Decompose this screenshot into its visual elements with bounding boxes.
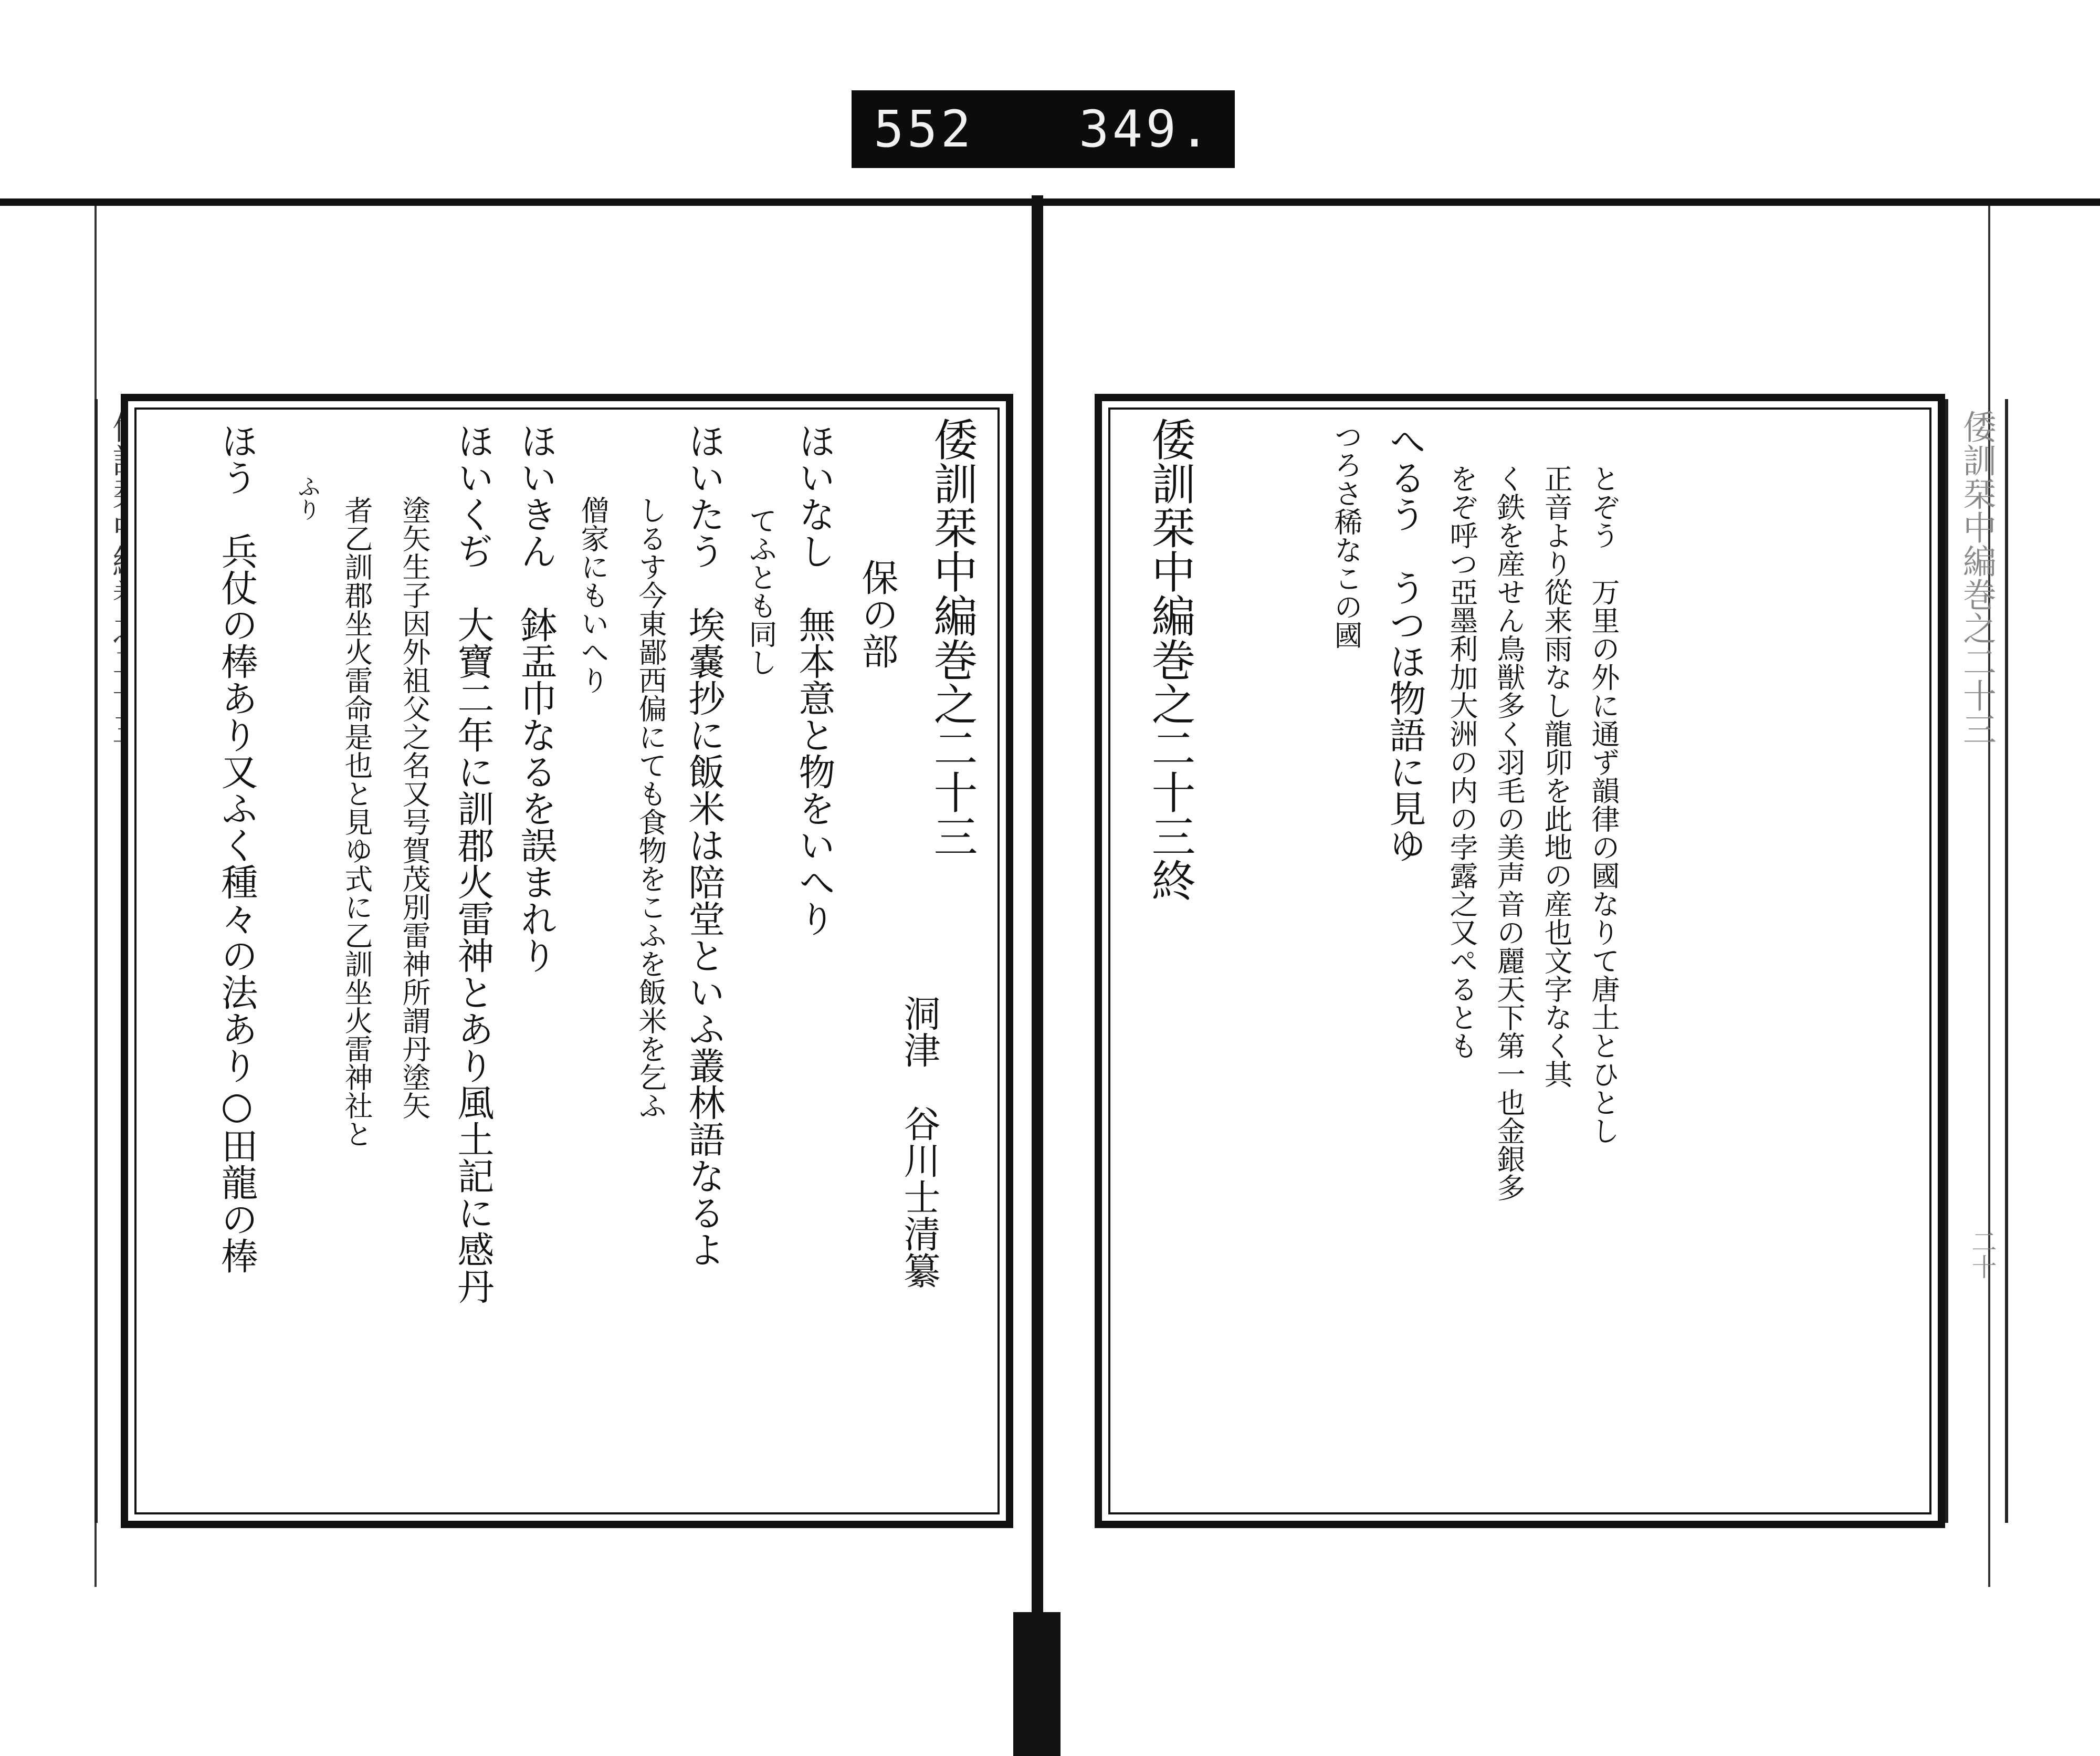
section-heading: 保の部 [856, 559, 899, 669]
entry-line: とぞう 万里の外に通ず韻律の國なりて唐土とひとし [1587, 464, 1620, 1145]
entry-line: ふり [293, 475, 320, 521]
entry-line: 正音より從来雨なし龍卯を此地の産也文字なく其 [1540, 464, 1573, 1088]
entry-line: 僧家にもいへり [576, 496, 610, 694]
book-spine-base [1013, 1612, 1060, 1756]
top-rule [0, 198, 2100, 206]
entry-line: しるす今東鄙西偏にても食物をこふを飯米を乞ふ [634, 496, 667, 1120]
right-sidebar-folio: 二十 [1967, 1229, 1997, 1279]
archive-label-left: 552 [874, 100, 974, 159]
entry-hoikuji: ほいくぢ 大寶二年に訓郡火雷神とあり風土記に感丹 [452, 422, 495, 1304]
entry-line: 塗矢生子因外祖父之名又号賀茂別雷神所謂丹塗矢 [398, 496, 431, 1120]
entry-line: 者乙訓郡坐火雷命是也と見ゆ式に乙訓坐火雷神社と [340, 496, 373, 1148]
right-sidebar-title: 倭訓栞中編巻之二十三 [1957, 410, 1996, 746]
entry-line: つろさ稀なこの國 [1330, 422, 1363, 649]
archive-label-right: 349. [1078, 100, 1213, 159]
author-line: 洞津 谷川士清纂 [898, 995, 941, 1289]
right-text-frame [1095, 394, 1945, 1528]
entry-line: をぞ呼つ亞墨利加大洲の内の孛露之又ぺるとも [1445, 464, 1478, 1060]
entry-hou: ほう 兵仗の棒あり又ふく種々の法あり○田龍の棒 [215, 422, 258, 1274]
volume-title: 倭訓栞中編巻之二十三 [927, 417, 978, 858]
entry-heruu: へるう うつほ物語に見ゆ [1383, 422, 1426, 863]
entry-hoikin: ほいきん 鉢盂巾なるを誤まれり [514, 422, 558, 974]
archive-label [852, 90, 1235, 168]
entry-line: てふとも同し [744, 506, 778, 676]
book-spine [1032, 195, 1043, 1756]
right-page-sidebar [1945, 399, 2008, 1523]
entry-hoinashi: ほいなし 無本意と物をいへり [793, 422, 836, 937]
entry-line: く鉄を産せん鳥獣多く羽毛の美声音の麗天下第一也金銀多 [1493, 464, 1526, 1201]
entry-hoitau: ほいたう 埃嚢抄に飯米は陪堂といふ叢林語なるよ [682, 422, 726, 1268]
left-text-frame [121, 394, 1013, 1528]
volume-end-title: 倭訓栞中編巻之二十三終 [1144, 417, 1196, 902]
